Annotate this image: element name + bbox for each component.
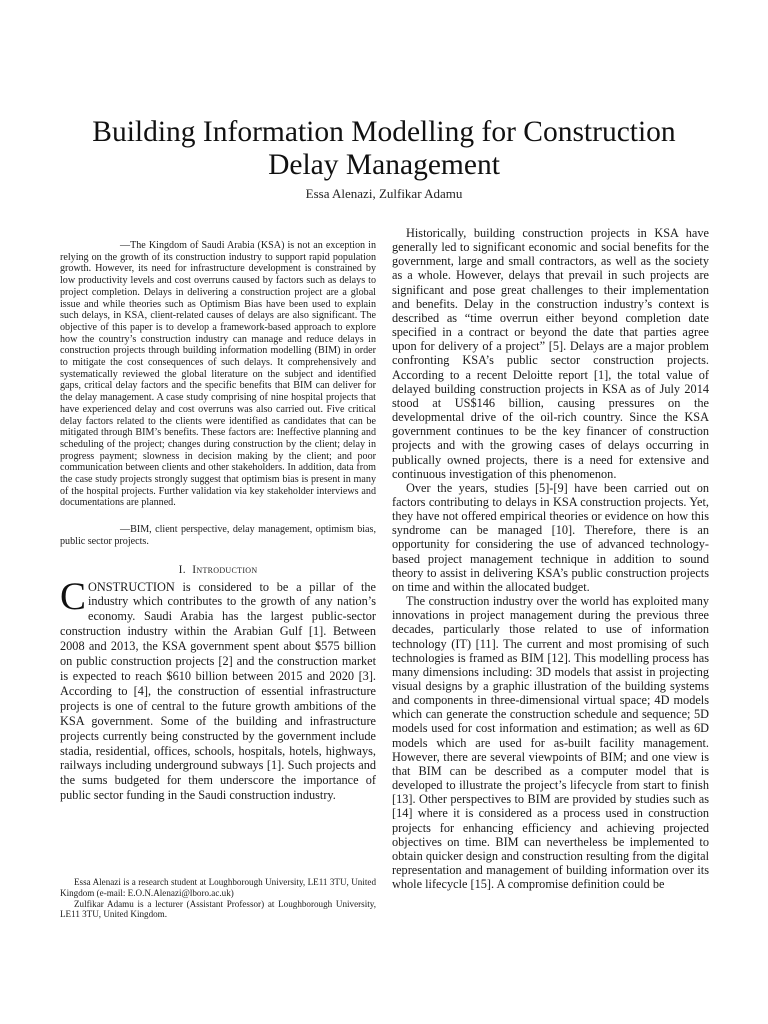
paragraph-historically: Historically, building construction projects in KSA have generally led to significant economic and social benefits for the government, large and small contractors, as well as the society as a whole. However, delays that prevail in such projects are significant and pose great challenges to their implementation and benefits. Delay in the construction industry’s context is described as “time overrun either beyond completion date specified in a contract or beyond the date that parties agree upon for delivery of a project” [5]. Delays are a major problem confronting KSA’s public sector construction projects. According to a recent Deloitte report [1], the total value of delayed building construction projects in KSA as of July 2014 stood at US$146 billion, causing pressures on the developmental drive of the oil-rich country. Since the KSA government continues to be the key financer of construction projects and with the growing cases of delays occurring in publically owned projects, there is a need for extensive and continuous investigation of this phenomenon. bbox=[392, 226, 709, 481]
paper-authors: Essa Alenazi, Zulfikar Adamu bbox=[305, 186, 463, 201]
drop-cap: C bbox=[60, 574, 87, 618]
section-title: Introduction bbox=[192, 563, 258, 576]
abstract: —The Kingdom of Saudi Arabia (KSA) is not an exception in relying on the growth of its construction industry to support rapid population growth. However, its need for infrastructure development is constrained by low productivity levels and cost overruns caused by factors such as delays to project completion. Delays in delivering a construction project are a global issue and while theories such as Optimism Bias have been used to explain such delays, in KSA, client-related causes of delays are also significant. The objective of this paper is to develop a framework-based approach to explore how the country’s construction industry can manage and reduce delays in construction projects through building information modelling (BIM) in order to mitigate the cost consequences of such delays. It comprehensively and systematically reviewed the global literature on the subject and identified gaps, critical delay factors and the specific benefits that BIM can deliver for the delay management. A case study comprising of nine hospital projects that have experienced delay and cost overruns was also carried out. Five critical delay factors related to the clients were identified as candidates that can be mitigated through BIM’s benefits. These factors are: Ineffective planning and scheduling of the project; changes during construction by the client; delay in progress payment; slowness in decision making by the client; and poor communication between clients and other stakeholders. In addition, data from the case study projects strongly suggest that optimism bias is present in many of the hospital projects. Further validation via key stakeholder interviews and documentations are planned. bbox=[60, 240, 376, 509]
index-terms: —BIM, client perspective, delay management, optimism bias, public sector projects. bbox=[60, 524, 376, 547]
section-heading bbox=[60, 564, 376, 576]
left-column bbox=[60, 240, 376, 803]
paragraph-over-the-years: Over the years, studies [5]-[9] have been carried out on factors contributing to delays in KSA construction projects. Yet, they have not offered empirical theories or evidence on how this syndrome can be managed [10]. Therefore, there is an opportunity for considering the use of advanced technology-based project management technique in addition to sound theory to assist in delivering KSA’s public construction projects on time and within the allocated budget. bbox=[392, 480, 709, 594]
author-footnotes bbox=[60, 877, 376, 920]
introduction-paragraph bbox=[60, 574, 376, 804]
paper-title: Building Information Modelling for Construction Delay Management bbox=[92, 116, 676, 181]
section-number: I. bbox=[178, 563, 186, 576]
right-column bbox=[392, 226, 709, 891]
footnote-1: Essa Alenazi is a research student at Loughborough University, LE11 3TU, United Kingdom (e-mail: E.O.N.Alenazi@lboro.ac.uk) bbox=[60, 877, 376, 898]
footnote-2: Zulfikar Adamu is a lecturer (Assistant Professor) at Loughborough University, LE11 3TU, United Kingdom. bbox=[60, 898, 376, 920]
introduction-text: ONSTRUCTION is considered to be a pillar of the industry which contributes to the growth of any nation’s economy. Saudi Arabia has the largest public-sector construction industry within the Arabian Gulf [1]. Between 2008 and 2013, the KSA government spent about $575 billion on public construction projects [2] and the construction market is expected to reach $610 billion between 2015 and 2020 [3]. According to [4], the construction of essential infrastructure projects is one of central to the future growth ambitions of the KSA government. Some of the building and infrastructure projects currently being constructed by the government include stadia, residential, offices, schools, hospitals, hotels, highways, railways including underground subways [1]. Such projects and the sums budgeted for them underscore the importance of public sector funding in the Saudi construction industry. bbox=[60, 579, 376, 803]
paragraph-construction-industry: The construction industry over the world has exploited many innovations in project management during the previous three decades, particularly those related to use of information technology (IT) [11]. The current and most promising of such technologies is framed as BIM [12]. This modelling process has many dimensions including: 3D models that assist in projecting visual designs by a graphic illustration of the building systems and components in three-dimensional virtual space; 4D models which can generate the construction schedule and sequence; 5D models used for cost information and estimation; as well as 6D models which are used for as-built facility management. However, there are several viewpoints of BIM; and one view is that BIM can be described as a computer model that is developed to illustrate the project’s lifecycle from start to finish [13]. Other perspectives to BIM are provided by studies such as [14] where it is considered as a process used in construction projects for enhancing efficiency and achieving projected objectives on time. BIM can nevertheless be implemented to obtain quicker design and construction resulting from the digital representation and management of building information over its whole lifecycle [15]. A compromise definition could be bbox=[392, 594, 709, 892]
